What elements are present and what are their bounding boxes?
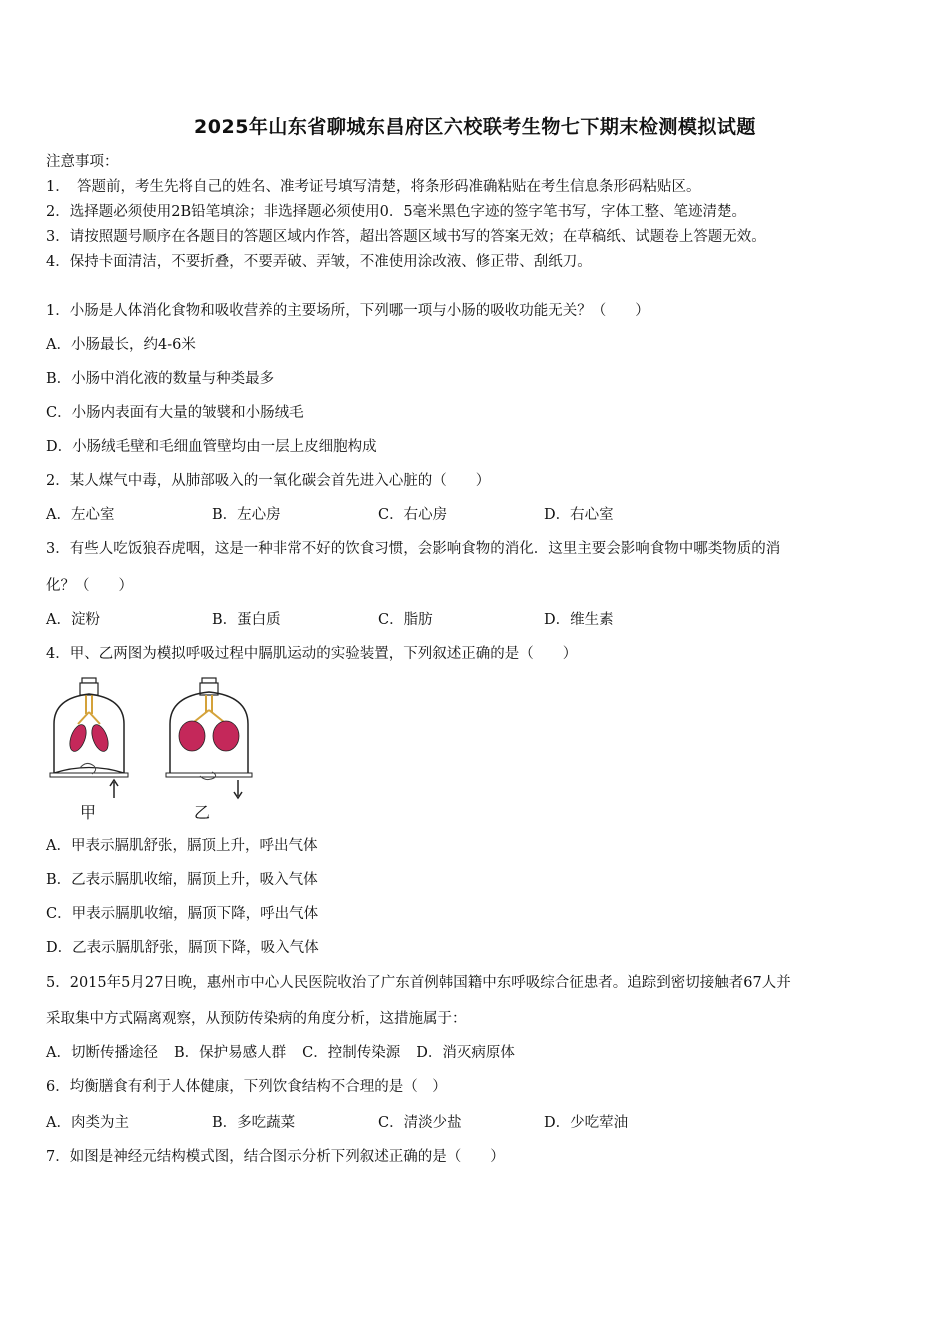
question-3-option-d: D．维生素 (544, 612, 614, 628)
note-3: 3．请按照题号顺序在各题目的答题区域内作答，超出答题区域书写的答案无效；在草稿纸、试题卷上答题无效。 (46, 229, 766, 245)
bell-jar-yi (166, 678, 252, 798)
question-3-option-a: A．淀粉 (46, 612, 100, 628)
question-5-option-a: A．切断传播途径 (46, 1045, 158, 1061)
bell-jar-jia (50, 678, 128, 798)
question-1-option-d: D．小肠绒毛壁和毛细血管壁均由一层上皮细胞构成 (46, 439, 377, 455)
question-3-stem-line2: 化？（ ） (46, 578, 133, 594)
question-4-option-b: B．乙表示膈肌收缩，膈顶上升，吸入气体 (46, 872, 318, 888)
question-6-option-b: B．多吃蔬菜 (212, 1115, 296, 1131)
note-2: 2．选择题必须使用2B铅笔填涂；非选择题必须使用0．5毫米黑色字迹的签字笔书写，字体工整、笔迹清楚。 (46, 204, 747, 220)
breathing-model-figure (46, 676, 256, 826)
question-6-options (46, 1113, 710, 1133)
note-1: 1． 答题前，考生先将自己的姓名、准考证号填写清楚，将条形码准确粘贴在考生信息条形码粘贴区。 (46, 179, 701, 195)
question-6-option-a: A．肉类为主 (46, 1115, 129, 1131)
question-7-stem: 7．如图是神经元结构模式图，结合图示分析下列叙述正确的是（ ） (46, 1149, 505, 1165)
question-1-option-a: A．小肠最长，约4-6米 (46, 337, 196, 353)
question-3-options (46, 610, 710, 630)
question-6-stem: 6．均衡膳食有利于人体健康，下列饮食结构不合理的是（ ） (46, 1079, 447, 1095)
question-3-option-c: C．脂肪 (378, 612, 433, 628)
question-5-option-c: C．控制传染源 (302, 1045, 401, 1061)
question-1-stem: 1．小肠是人体消化食物和吸收营养的主要场所，下列哪一项与小肠的吸收功能无关？（ ） (46, 303, 650, 319)
question-1-option-b: B．小肠中消化液的数量与种类最多 (46, 371, 275, 387)
question-2-option-b: B．左心房 (212, 507, 281, 523)
question-3-option-b: B．蛋白质 (212, 612, 281, 628)
question-4-option-c: C．甲表示膈肌收缩，膈顶下降，呼出气体 (46, 906, 319, 922)
question-2-option-c: C．右心房 (378, 507, 448, 523)
question-5-stem-line2: 采取集中方式隔离观察，从预防传染病的角度分析，这措施属于： (46, 1011, 467, 1027)
figure-label-jia: 甲 (80, 803, 97, 822)
question-2-stem: 2．某人煤气中毒，从肺部吸入的一氧化碳会首先进入心脏的（ ） (46, 473, 491, 489)
question-5-stem-line1: 5．2015年5月27日晚，惠州市中心人民医院收治了广东首例韩国籍中东呼吸综合征患者。追踪到密切接触者67人并 (46, 975, 791, 991)
question-1-option-c: C．小肠内表面有大量的皱襞和小肠绒毛 (46, 405, 304, 421)
question-4-option-a: A．甲表示膈肌舒张，膈顶上升，呼出气体 (46, 838, 318, 854)
question-5-option-b: B．保护易感人群 (173, 1045, 287, 1061)
question-2-options (46, 505, 710, 525)
page-title: 2025年山东省聊城东昌府区六校联考生物七下期末检测模拟试题 (194, 116, 756, 138)
question-4-option-d: D．乙表示膈肌舒张，膈顶下降，吸入气体 (46, 940, 319, 956)
notes-heading: 注意事项： (46, 154, 119, 170)
question-2-option-d: D．右心室 (544, 507, 614, 523)
question-6-option-d: D．少吃荤油 (544, 1115, 629, 1131)
question-5-options (46, 1043, 531, 1063)
question-6-option-c: C．清淡少盐 (378, 1115, 462, 1131)
question-4-stem: 4．甲、乙两图为模拟呼吸过程中膈肌运动的实验装置，下列叙述正确的是（ ） (46, 646, 578, 662)
question-2-option-a: A．左心室 (46, 507, 115, 523)
question-3-stem-line1: 3．有些人吃饭狼吞虎咽，这是一种非常不好的饮食习惯，会影响食物的消化．这里主要会影响食物中哪类物质的消 (46, 541, 781, 557)
note-4: 4．保持卡面清洁，不要折叠，不要弄破、弄皱，不准使用涂改液、修正带、刮纸刀。 (46, 254, 592, 270)
question-5-option-d: D．消灭病原体 (416, 1045, 515, 1061)
bell-jar-diagram (46, 676, 256, 826)
figure-label-yi: 乙 (194, 803, 211, 822)
